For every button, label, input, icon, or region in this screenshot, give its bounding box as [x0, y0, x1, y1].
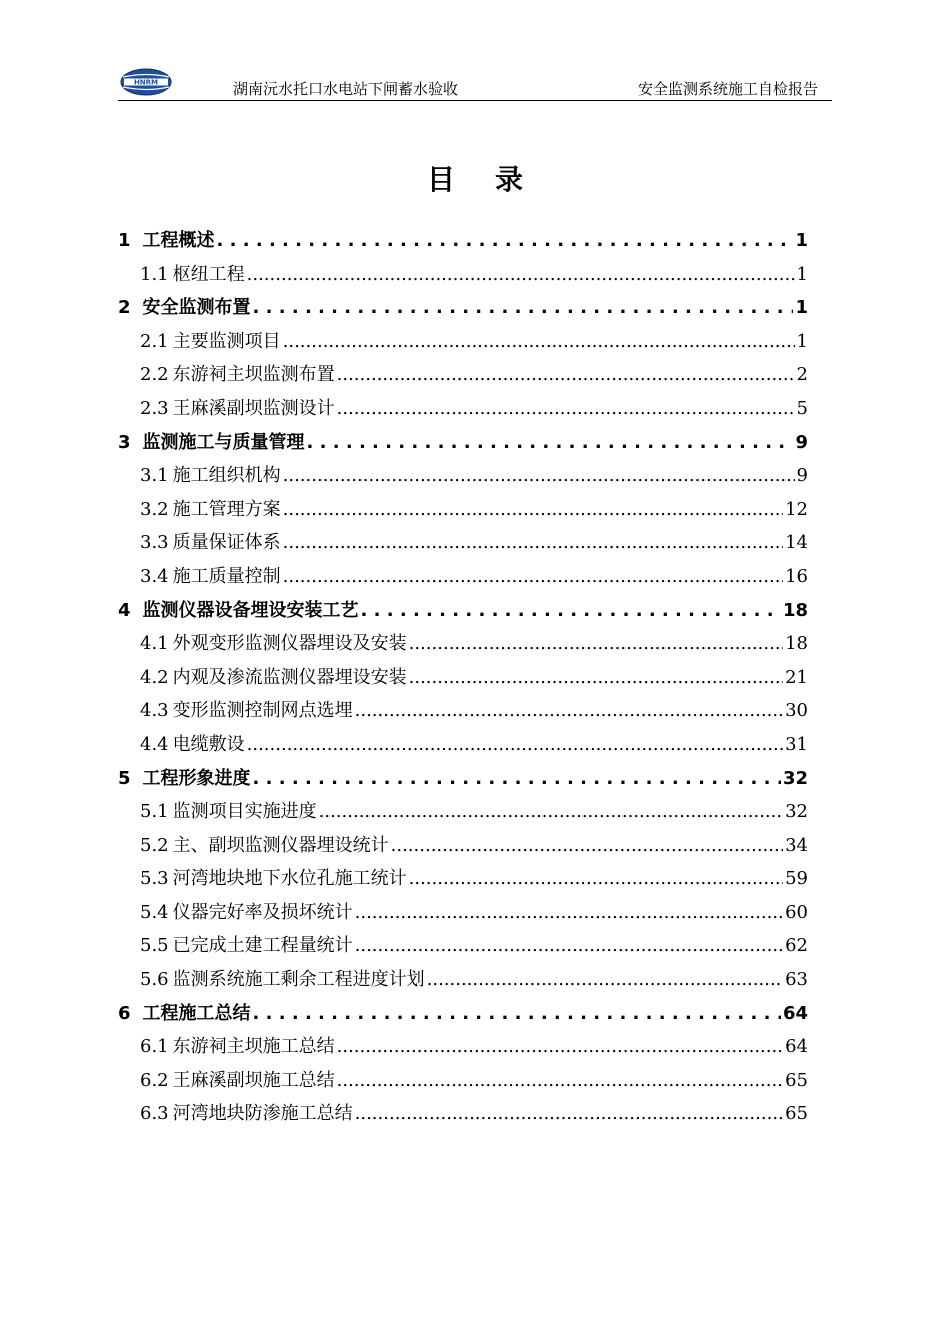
toc-dot-leader: [283, 459, 795, 493]
header-right-text: 安全监测系统施工自检报告: [637, 80, 818, 98]
toc-entry-number: 5.2: [140, 834, 169, 856]
toc-dot-leader: [409, 862, 783, 896]
toc-entry-label: 工程施工总结: [142, 1002, 251, 1024]
toc-chapter-entry[interactable]: [118, 762, 808, 796]
toc-section-entry[interactable]: [118, 493, 808, 527]
toc-section-entry[interactable]: [118, 661, 808, 695]
toc-entry-label: 监测项目实施进度: [172, 801, 317, 823]
toc-section-entry[interactable]: [118, 896, 808, 930]
toc-entry-number: 4.4: [140, 733, 169, 755]
toc-dot-leader: [217, 224, 794, 258]
toc-chapter-entry[interactable]: [118, 594, 808, 628]
toc-entry-number: 2.1: [140, 330, 169, 352]
toc-entry-page: 1: [796, 330, 808, 352]
toc-entry-page: 21: [785, 666, 808, 688]
page-header: [118, 66, 832, 101]
toc-entry-number: 5.1: [140, 801, 169, 823]
toc-entry-page: 16: [785, 565, 808, 587]
toc-chapter-entry[interactable]: [118, 291, 808, 325]
toc-entry-number: 1.1: [140, 263, 169, 285]
toc-entry-page: 9: [795, 431, 808, 453]
toc-entry-label: 施工管理方案: [172, 498, 281, 520]
toc-entry-number: 5.4: [140, 901, 169, 923]
toc-section-entry[interactable]: [118, 1064, 808, 1098]
toc-section-entry[interactable]: [118, 829, 808, 863]
toc-entry-page: 32: [782, 767, 808, 789]
toc-dot-leader: [253, 997, 781, 1031]
toc-entry-label: 施工质量控制: [172, 565, 281, 587]
toc-entry-number: 5.5: [140, 935, 169, 957]
toc-entry-page: 9: [796, 465, 808, 487]
toc-entry-label: 安全监测布置: [142, 297, 251, 319]
toc-entry-label: 主要监测项目: [172, 330, 281, 352]
toc-entry-number: 5: [118, 767, 131, 789]
toc-section-entry[interactable]: [118, 627, 808, 661]
toc-entry-label: 已完成土建工程量统计: [172, 935, 353, 957]
toc-entry-number: 2: [118, 297, 131, 319]
toc-section-entry[interactable]: [118, 358, 808, 392]
toc-entry-number: 3.1: [140, 465, 169, 487]
toc-dot-leader: [307, 426, 794, 460]
toc-entry-page: 64: [782, 1002, 808, 1024]
toc-entry-label: 监测仪器设备埋设安装工艺: [142, 599, 359, 621]
toc-entry-page: 30: [785, 700, 808, 722]
toc-entry-page: 12: [785, 498, 808, 520]
toc-entry-number: 3.4: [140, 565, 169, 587]
toc-entry-number: 4.1: [140, 633, 169, 655]
toc-entry-page: 1: [795, 230, 808, 251]
toc-dot-leader: [427, 963, 783, 997]
toc-dot-leader: [337, 1030, 783, 1064]
toc-dot-leader: [253, 762, 781, 796]
page-title: 目录: [426, 163, 563, 196]
toc-chapter-entry[interactable]: [118, 224, 808, 258]
toc-entry-page: 65: [785, 1069, 808, 1091]
toc-section-entry[interactable]: [118, 526, 808, 560]
toc-dot-leader: [355, 694, 783, 728]
toc-entry-number: 2.2: [140, 364, 169, 386]
header-left-text: 湖南沅水托口水电站下闸蓄水验收: [233, 80, 459, 98]
toc-entry-label: 质量保证体系: [172, 532, 281, 554]
toc-entry-number: 5.6: [140, 969, 169, 991]
toc-entry-number: 3.3: [140, 532, 169, 554]
toc-entry-number: 6.3: [140, 1103, 169, 1125]
toc-entry-label: 变形监测控制网点选埋: [172, 700, 353, 722]
toc-dot-leader: [319, 795, 783, 829]
toc-section-entry[interactable]: [118, 560, 808, 594]
toc-entry-number: 3: [118, 431, 131, 453]
toc-section-entry[interactable]: [118, 728, 808, 762]
toc-dot-leader: [391, 829, 783, 863]
toc-entry-page: 1: [796, 263, 808, 285]
toc-dot-leader: [253, 291, 794, 325]
toc-section-entry[interactable]: [118, 929, 808, 963]
toc-dot-leader: [283, 325, 795, 359]
toc-entry-number: 4: [118, 599, 131, 621]
toc-entry-page: 63: [785, 969, 808, 991]
toc-dot-leader: [355, 1097, 783, 1131]
toc-entry-number: 6.2: [140, 1069, 169, 1091]
toc-section-entry[interactable]: [118, 963, 808, 997]
toc-entry-number: 5.3: [140, 868, 169, 890]
toc-entry-page: 34: [785, 834, 808, 856]
toc-section-entry[interactable]: [118, 862, 808, 896]
toc-entry-label: 河湾地块防渗施工总结: [172, 1103, 353, 1125]
toc-section-entry[interactable]: [118, 459, 808, 493]
toc-entry-page: 18: [782, 599, 808, 621]
toc-entry-page: 62: [785, 935, 808, 957]
toc-entry-label: 工程概述: [142, 230, 215, 251]
toc-entry-number: 2.3: [140, 397, 169, 419]
logo-text: HNRM: [133, 78, 159, 87]
toc-dot-leader: [337, 392, 795, 426]
toc-entry-page: 60: [785, 901, 808, 923]
toc-entry-page: 59: [785, 868, 808, 890]
toc-entry-page: 31: [785, 733, 808, 755]
toc-entry-label: 东游祠主坝施工总结: [172, 1036, 335, 1058]
toc-entry-label: 东游祠主坝监测布置: [172, 364, 335, 386]
toc-entry-label: 仪器完好率及损坏统计: [172, 901, 353, 923]
toc-entry-page: 18: [785, 633, 808, 655]
toc-entry-number: 6: [118, 1002, 131, 1024]
toc-entry-label: 监测施工与质量管理: [142, 431, 305, 453]
toc-entry-page: 32: [785, 801, 808, 823]
toc-section-entry[interactable]: [118, 392, 808, 426]
toc-dot-leader: [283, 493, 783, 527]
toc-entry-number: 6.1: [140, 1036, 169, 1058]
toc-section-entry[interactable]: [118, 795, 808, 829]
toc-entry-number: 4.3: [140, 700, 169, 722]
toc-entry-label: 电缆敷设: [172, 733, 245, 755]
toc-entry-label: 监测系统施工剩余工程进度计划: [172, 969, 425, 991]
company-logo-icon: [120, 68, 172, 96]
toc-section-entry[interactable]: [118, 694, 808, 728]
toc-dot-leader: [337, 1064, 783, 1098]
toc-entry-label: 工程形象进度: [142, 767, 251, 789]
toc-chapter-entry[interactable]: [118, 997, 808, 1031]
toc-entry-number: 4.2: [140, 666, 169, 688]
toc-dot-leader: [283, 526, 783, 560]
toc-dot-leader: [361, 594, 781, 628]
toc-entry-number: 3.2: [140, 498, 169, 520]
toc-section-entry[interactable]: [118, 1030, 808, 1064]
toc-entry-label: 外观变形监测仪器埋设及安装: [172, 633, 407, 655]
toc-entry-label: 内观及渗流监测仪器埋设安装: [172, 666, 407, 688]
toc-entry-label: 王麻溪副坝施工总结: [172, 1069, 335, 1091]
toc-entry-label: 主、副坝监测仪器埋设统计: [172, 834, 389, 856]
toc-entry-number: 1: [118, 230, 131, 251]
toc-dot-leader: [337, 358, 795, 392]
toc-entry-label: 施工组织机构: [172, 465, 281, 487]
toc-chapter-entry[interactable]: [118, 426, 808, 460]
toc-entry-page: 65: [785, 1103, 808, 1125]
toc-dot-leader: [409, 627, 783, 661]
toc-section-entry[interactable]: [118, 325, 808, 359]
toc-dot-leader: [283, 560, 783, 594]
toc-dot-leader: [355, 929, 783, 963]
toc-entry-label: 河湾地块地下水位孔施工统计: [172, 868, 407, 890]
toc-entry-label: 王麻溪副坝监测设计: [172, 397, 335, 419]
toc-entry-page: 5: [796, 397, 808, 419]
toc-entry-page: 14: [785, 532, 808, 554]
toc-entry-page: 1: [795, 297, 808, 319]
toc-section-entry[interactable]: [118, 258, 808, 292]
toc-dot-leader: [247, 258, 795, 292]
toc-entry-label: 枢纽工程: [172, 263, 245, 285]
toc-entry-page: 64: [785, 1036, 808, 1058]
toc-dot-leader: [409, 661, 783, 695]
toc-dot-leader: [247, 728, 783, 762]
toc-section-entry[interactable]: [118, 1097, 808, 1131]
toc-dot-leader: [355, 896, 783, 930]
toc-entry-page: 2: [796, 364, 808, 386]
table-of-contents: [118, 224, 808, 1131]
